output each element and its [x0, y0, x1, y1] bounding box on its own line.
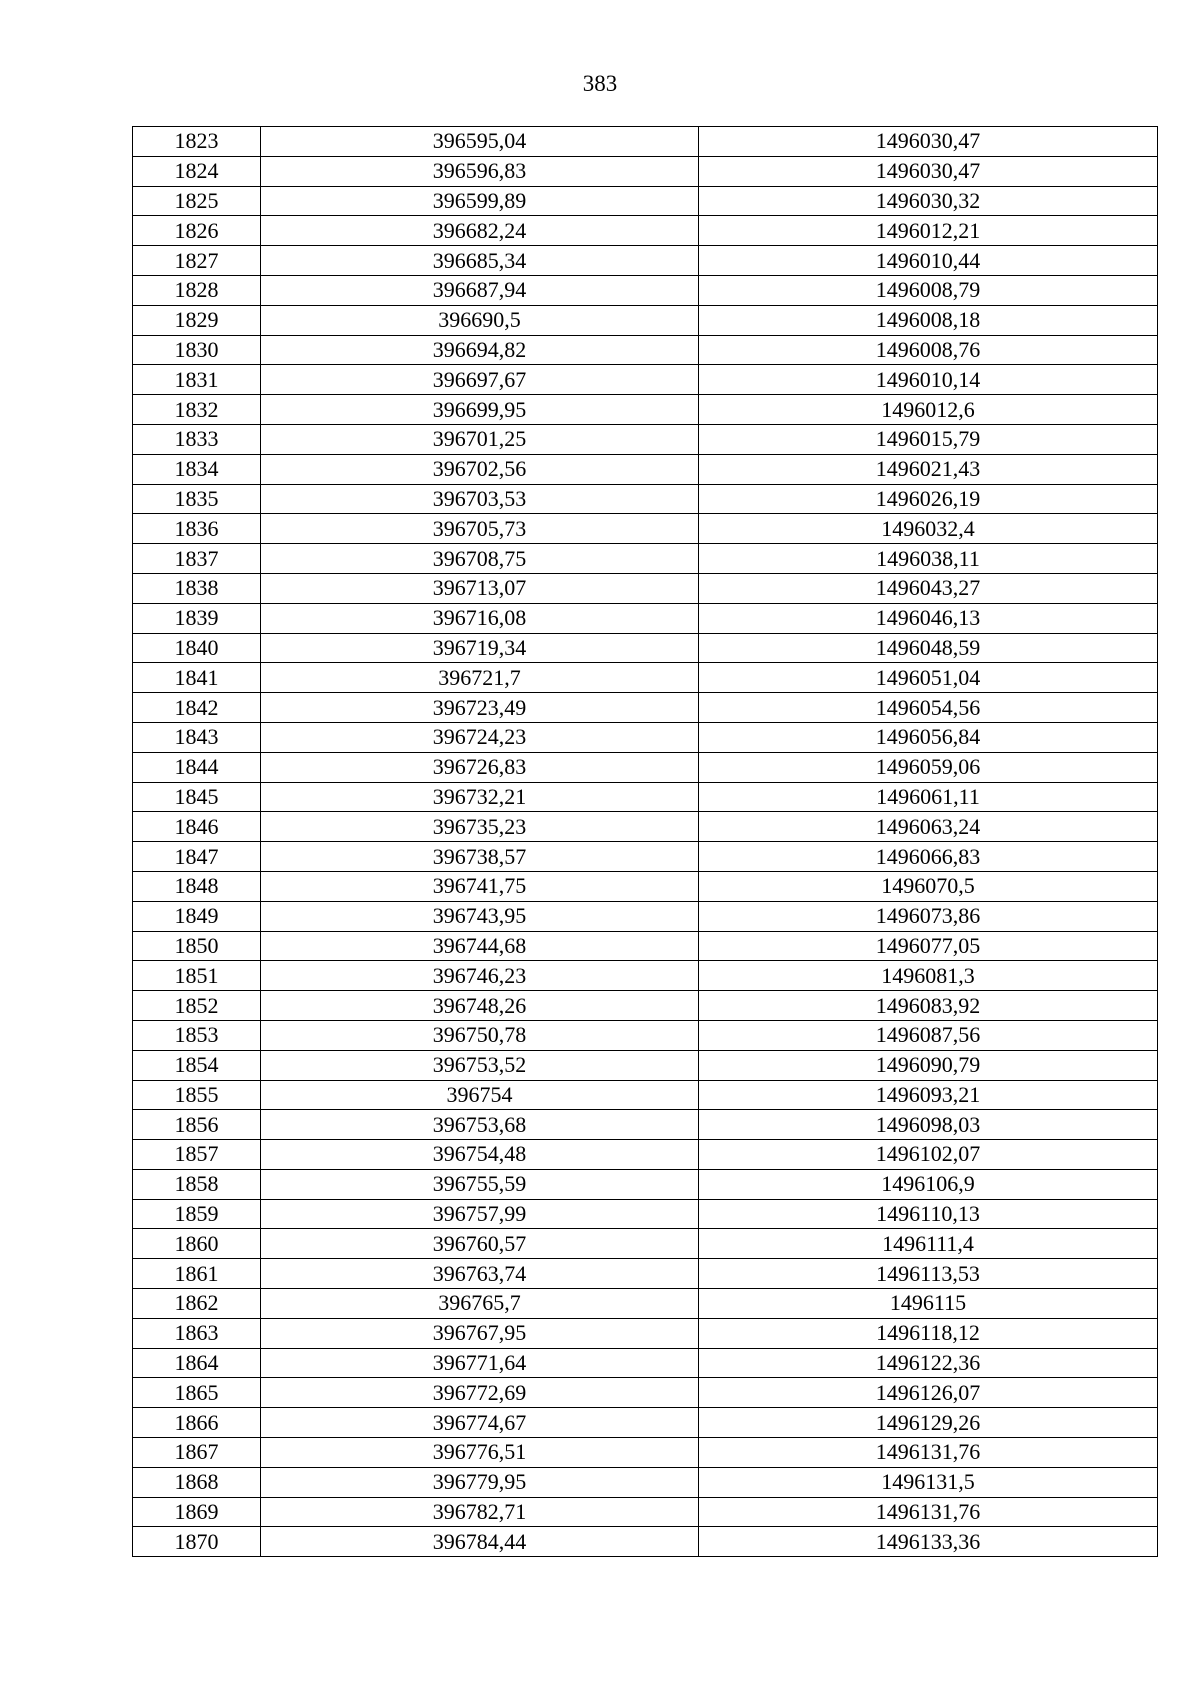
table-row [133, 1527, 1158, 1557]
point-number-cell: 1823 [133, 127, 261, 157]
point-number-cell: 1850 [133, 931, 261, 961]
x-coordinate-cell: 396772,69 [261, 1378, 699, 1408]
point-number-cell: 1868 [133, 1467, 261, 1497]
table-row [133, 1020, 1158, 1050]
x-coordinate-cell: 396771,64 [261, 1348, 699, 1378]
table-row [133, 484, 1158, 514]
x-coordinate-cell: 396596,83 [261, 156, 699, 186]
x-coordinate-cell: 396743,95 [261, 901, 699, 931]
x-coordinate-cell: 396774,67 [261, 1408, 699, 1438]
table-row [133, 842, 1158, 872]
x-coordinate-cell: 396755,59 [261, 1169, 699, 1199]
y-coordinate-cell: 1496113,53 [699, 1259, 1158, 1289]
y-coordinate-cell: 1496015,79 [699, 424, 1158, 454]
point-number-cell: 1864 [133, 1348, 261, 1378]
table-row [133, 1497, 1158, 1527]
point-number-cell: 1858 [133, 1169, 261, 1199]
y-coordinate-cell: 1496008,76 [699, 335, 1158, 365]
y-coordinate-cell: 1496131,5 [699, 1467, 1158, 1497]
point-number-cell: 1830 [133, 335, 261, 365]
table-row [133, 1110, 1158, 1140]
point-number-cell: 1831 [133, 365, 261, 395]
x-coordinate-cell: 396744,68 [261, 931, 699, 961]
x-coordinate-cell: 396705,73 [261, 514, 699, 544]
y-coordinate-cell: 1496118,12 [699, 1318, 1158, 1348]
point-number-cell: 1842 [133, 693, 261, 723]
point-number-cell: 1837 [133, 544, 261, 574]
x-coordinate-cell: 396779,95 [261, 1467, 699, 1497]
point-number-cell: 1833 [133, 424, 261, 454]
x-coordinate-cell: 396753,52 [261, 1050, 699, 1080]
x-coordinate-cell: 396701,25 [261, 424, 699, 454]
y-coordinate-cell: 1496008,79 [699, 275, 1158, 305]
point-number-cell: 1865 [133, 1378, 261, 1408]
point-number-cell: 1835 [133, 484, 261, 514]
page-number: 383 [582, 71, 618, 96]
x-coordinate-cell: 396685,34 [261, 246, 699, 276]
table-row [133, 1438, 1158, 1468]
x-coordinate-cell: 396765,7 [261, 1289, 699, 1319]
x-coordinate-cell: 396719,34 [261, 633, 699, 663]
x-coordinate-cell: 396702,56 [261, 454, 699, 484]
y-coordinate-cell: 1496038,11 [699, 544, 1158, 574]
y-coordinate-cell: 1496093,21 [699, 1080, 1158, 1110]
x-coordinate-cell: 396746,23 [261, 961, 699, 991]
y-coordinate-cell: 1496090,79 [699, 1050, 1158, 1080]
table-row [133, 1408, 1158, 1438]
x-coordinate-cell: 396750,78 [261, 1020, 699, 1050]
x-coordinate-cell: 396599,89 [261, 186, 699, 216]
point-number-cell: 1870 [133, 1527, 261, 1557]
point-number-cell: 1834 [133, 454, 261, 484]
table-row [133, 782, 1158, 812]
table-row [133, 961, 1158, 991]
x-coordinate-cell: 396754 [261, 1080, 699, 1110]
point-number-cell: 1841 [133, 663, 261, 693]
table-row [133, 931, 1158, 961]
x-coordinate-cell: 396726,83 [261, 752, 699, 782]
table-row [133, 1467, 1158, 1497]
table-row [133, 1169, 1158, 1199]
point-number-cell: 1851 [133, 961, 261, 991]
x-coordinate-cell: 396753,68 [261, 1110, 699, 1140]
point-number-cell: 1829 [133, 305, 261, 335]
point-number-cell: 1827 [133, 246, 261, 276]
x-coordinate-cell: 396703,53 [261, 484, 699, 514]
table-row [133, 901, 1158, 931]
point-number-cell: 1838 [133, 573, 261, 603]
table-row [133, 454, 1158, 484]
point-number-cell: 1856 [133, 1110, 261, 1140]
point-number-cell: 1857 [133, 1140, 261, 1170]
x-coordinate-cell: 396687,94 [261, 275, 699, 305]
x-coordinate-cell: 396760,57 [261, 1229, 699, 1259]
y-coordinate-cell: 1496010,14 [699, 365, 1158, 395]
x-coordinate-cell: 396735,23 [261, 812, 699, 842]
table-row [133, 722, 1158, 752]
y-coordinate-cell: 1496026,19 [699, 484, 1158, 514]
y-coordinate-cell: 1496102,07 [699, 1140, 1158, 1170]
x-coordinate-cell: 396690,5 [261, 305, 699, 335]
x-coordinate-cell: 396776,51 [261, 1438, 699, 1468]
x-coordinate-cell: 396716,08 [261, 603, 699, 633]
point-number-cell: 1848 [133, 871, 261, 901]
point-number-cell: 1863 [133, 1318, 261, 1348]
x-coordinate-cell: 396732,21 [261, 782, 699, 812]
table-row [133, 186, 1158, 216]
y-coordinate-cell: 1496131,76 [699, 1438, 1158, 1468]
table-row [133, 1259, 1158, 1289]
y-coordinate-cell: 1496043,27 [699, 573, 1158, 603]
y-coordinate-cell: 1496077,05 [699, 931, 1158, 961]
table-row [133, 1199, 1158, 1229]
y-coordinate-cell: 1496133,36 [699, 1527, 1158, 1557]
table-row [133, 1378, 1158, 1408]
y-coordinate-cell: 1496056,84 [699, 722, 1158, 752]
table-row [133, 1318, 1158, 1348]
table-row [133, 693, 1158, 723]
y-coordinate-cell: 1496098,03 [699, 1110, 1158, 1140]
y-coordinate-cell: 1496083,92 [699, 991, 1158, 1021]
y-coordinate-cell: 1496081,3 [699, 961, 1158, 991]
x-coordinate-cell: 396763,74 [261, 1259, 699, 1289]
point-number-cell: 1853 [133, 1020, 261, 1050]
table-row [133, 1348, 1158, 1378]
point-number-cell: 1852 [133, 991, 261, 1021]
y-coordinate-cell: 1496126,07 [699, 1378, 1158, 1408]
table-row [133, 1080, 1158, 1110]
table-row [133, 812, 1158, 842]
point-number-cell: 1855 [133, 1080, 261, 1110]
y-coordinate-cell: 1496008,18 [699, 305, 1158, 335]
table-row [133, 663, 1158, 693]
y-coordinate-cell: 1496106,9 [699, 1169, 1158, 1199]
y-coordinate-cell: 1496087,56 [699, 1020, 1158, 1050]
table-row [133, 752, 1158, 782]
point-number-cell: 1846 [133, 812, 261, 842]
point-number-cell: 1826 [133, 216, 261, 246]
x-coordinate-cell: 396738,57 [261, 842, 699, 872]
table-row [133, 275, 1158, 305]
y-coordinate-cell: 1496061,11 [699, 782, 1158, 812]
table-row [133, 216, 1158, 246]
point-number-cell: 1845 [133, 782, 261, 812]
table-row [133, 871, 1158, 901]
y-coordinate-cell: 1496051,04 [699, 663, 1158, 693]
y-coordinate-cell: 1496122,36 [699, 1348, 1158, 1378]
point-number-cell: 1860 [133, 1229, 261, 1259]
table-row [133, 544, 1158, 574]
x-coordinate-cell: 396723,49 [261, 693, 699, 723]
table-row [133, 127, 1158, 157]
x-coordinate-cell: 396784,44 [261, 1527, 699, 1557]
point-number-cell: 1839 [133, 603, 261, 633]
y-coordinate-cell: 1496048,59 [699, 633, 1158, 663]
point-number-cell: 1828 [133, 275, 261, 305]
y-coordinate-cell: 1496012,6 [699, 395, 1158, 425]
x-coordinate-cell: 396682,24 [261, 216, 699, 246]
table-row [133, 365, 1158, 395]
table-row [133, 1289, 1158, 1319]
x-coordinate-cell: 396741,75 [261, 871, 699, 901]
table-row [133, 156, 1158, 186]
x-coordinate-cell: 396721,7 [261, 663, 699, 693]
point-number-cell: 1836 [133, 514, 261, 544]
x-coordinate-cell: 396694,82 [261, 335, 699, 365]
y-coordinate-cell: 1496032,4 [699, 514, 1158, 544]
coordinates-table [132, 126, 1158, 1557]
point-number-cell: 1825 [133, 186, 261, 216]
table-row [133, 1229, 1158, 1259]
point-number-cell: 1832 [133, 395, 261, 425]
x-coordinate-cell: 396754,48 [261, 1140, 699, 1170]
x-coordinate-cell: 396708,75 [261, 544, 699, 574]
table-row [133, 514, 1158, 544]
table-row [133, 1050, 1158, 1080]
x-coordinate-cell: 396724,23 [261, 722, 699, 752]
x-coordinate-cell: 396699,95 [261, 395, 699, 425]
table-row [133, 395, 1158, 425]
y-coordinate-cell: 1496066,83 [699, 842, 1158, 872]
table-row [133, 246, 1158, 276]
point-number-cell: 1854 [133, 1050, 261, 1080]
y-coordinate-cell: 1496073,86 [699, 901, 1158, 931]
table-row [133, 603, 1158, 633]
point-number-cell: 1866 [133, 1408, 261, 1438]
y-coordinate-cell: 1496010,44 [699, 246, 1158, 276]
y-coordinate-cell: 1496129,26 [699, 1408, 1158, 1438]
x-coordinate-cell: 396767,95 [261, 1318, 699, 1348]
x-coordinate-cell: 396713,07 [261, 573, 699, 603]
y-coordinate-cell: 1496030,47 [699, 156, 1158, 186]
point-number-cell: 1862 [133, 1289, 261, 1319]
point-number-cell: 1843 [133, 722, 261, 752]
table-row [133, 305, 1158, 335]
y-coordinate-cell: 1496115 [699, 1289, 1158, 1319]
table-row [133, 424, 1158, 454]
x-coordinate-cell: 396697,67 [261, 365, 699, 395]
y-coordinate-cell: 1496059,06 [699, 752, 1158, 782]
y-coordinate-cell: 1496111,4 [699, 1229, 1158, 1259]
point-number-cell: 1867 [133, 1438, 261, 1468]
point-number-cell: 1859 [133, 1199, 261, 1229]
point-number-cell: 1849 [133, 901, 261, 931]
x-coordinate-cell: 396757,99 [261, 1199, 699, 1229]
x-coordinate-cell: 396748,26 [261, 991, 699, 1021]
y-coordinate-cell: 1496012,21 [699, 216, 1158, 246]
y-coordinate-cell: 1496110,13 [699, 1199, 1158, 1229]
point-number-cell: 1840 [133, 633, 261, 663]
table-row [133, 633, 1158, 663]
table-row [133, 991, 1158, 1021]
y-coordinate-cell: 1496131,76 [699, 1497, 1158, 1527]
y-coordinate-cell: 1496046,13 [699, 603, 1158, 633]
point-number-cell: 1824 [133, 156, 261, 186]
x-coordinate-cell: 396782,71 [261, 1497, 699, 1527]
table-row [133, 573, 1158, 603]
point-number-cell: 1844 [133, 752, 261, 782]
coordinates-table-body [133, 127, 1158, 1557]
y-coordinate-cell: 1496030,32 [699, 186, 1158, 216]
y-coordinate-cell: 1496054,56 [699, 693, 1158, 723]
point-number-cell: 1861 [133, 1259, 261, 1289]
point-number-cell: 1869 [133, 1497, 261, 1527]
y-coordinate-cell: 1496030,47 [699, 127, 1158, 157]
point-number-cell: 1847 [133, 842, 261, 872]
table-row [133, 1140, 1158, 1170]
y-coordinate-cell: 1496063,24 [699, 812, 1158, 842]
table-row [133, 335, 1158, 365]
y-coordinate-cell: 1496070,5 [699, 871, 1158, 901]
y-coordinate-cell: 1496021,43 [699, 454, 1158, 484]
x-coordinate-cell: 396595,04 [261, 127, 699, 157]
